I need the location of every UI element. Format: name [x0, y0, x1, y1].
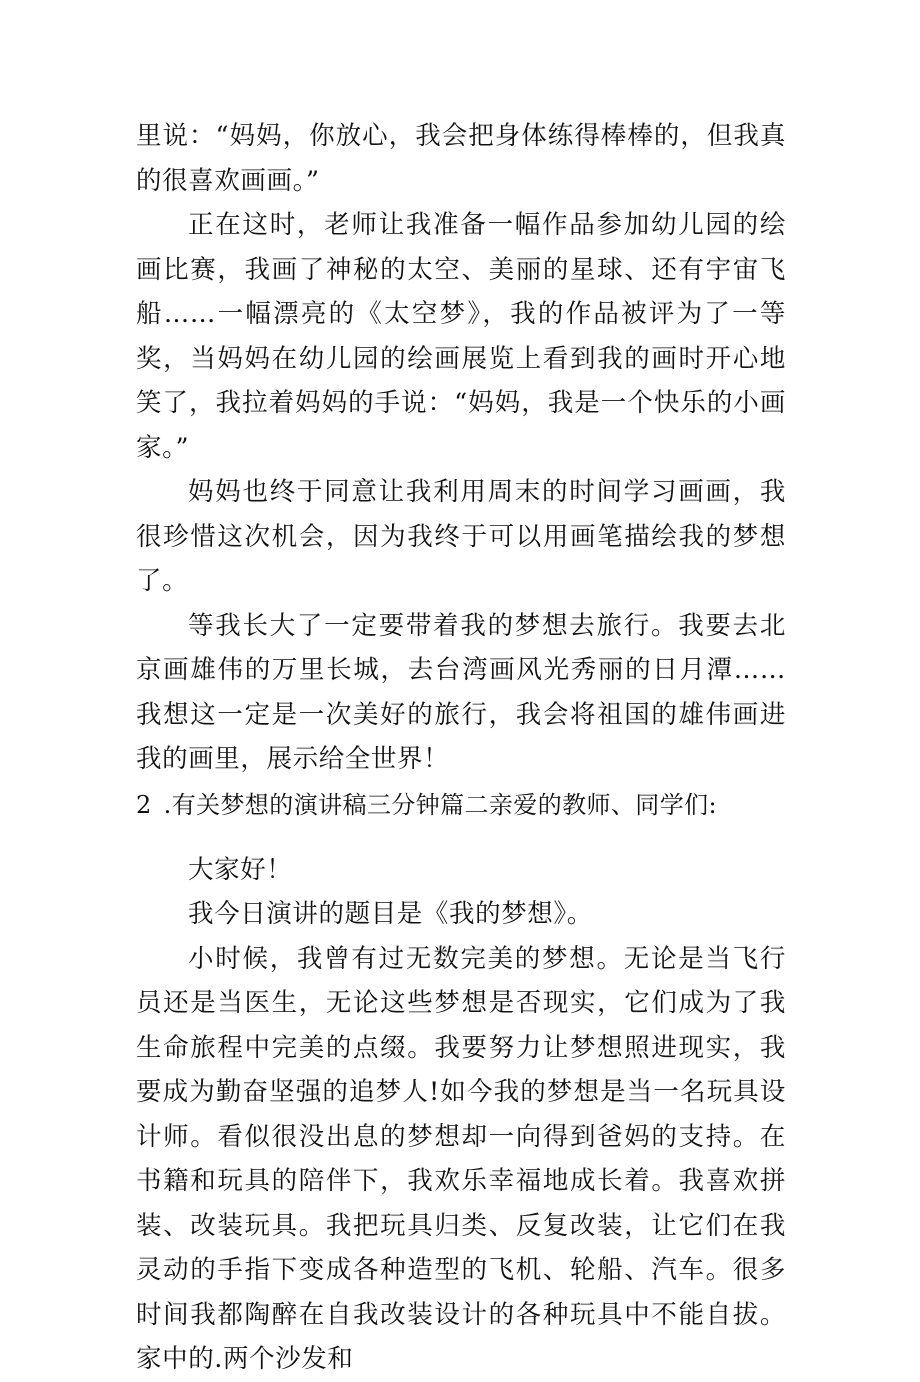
section-heading — [136, 783, 786, 827]
paragraph-mother-agrees: 妈妈也终于同意让我利用周末的时间学习画画，我很珍惜这次机会，因为我终于可以用画笔描绘我的梦想了。 — [136, 477, 786, 596]
section-number: 2 — [136, 790, 152, 819]
document-body — [136, 114, 786, 1382]
speech-greeting: 大家好！ — [188, 854, 293, 885]
paragraph-intro-quote: 里说：“妈妈，你放心，我会把身体练得棒棒的，但我真的很喜欢画画。” — [136, 121, 786, 196]
section-title: .有关梦想的演讲稿三分钟篇二亲爱的教师、同学们: — [163, 790, 717, 819]
paragraph-drawing-contest: 正在这时，老师让我准备一幅作品参加幼儿园的绘画比赛，我画了神秘的太空、美丽的星球、还有宇宙飞船……一幅漂亮的《太空梦》，我的作品被评为了一等奖，当妈妈在幼儿园的绘画展览上看到我的画时开心地笑了，我拉着妈妈的手说：“妈妈，我是一个快乐的小画家。” — [136, 210, 786, 463]
paragraph-travel-dream: 等我长大了一定要带着我的梦想去旅行。我要去北京画雄伟的万里长城，去台湾画风光秀丽的日月潭……我想这一定是一次美好的旅行，我会将祖国的雄伟画进我的画里，展示给全世界！ — [136, 610, 786, 774]
paragraph-childhood-dreams: 小时候，我曾有过无数完美的梦想。无论是当飞行员还是当医生，无论这些梦想是否现实，它们成为了我生命旅程中完美的点缀。我要努力让梦想照进现实，我要成为勤奋坚强的追梦人!如今我的梦想是当一名玩具设计师。看似很没出息的梦想却一向得到爸妈的支持。在书籍和玩具的陪伴下，我欢乐幸福地成长着。我喜欢拼装、改装玩具。我把玩具归类、反复改装，让它们在我灵动的手指下变成各种造型的飞机、轮船、汽车。很多时间我都陶醉在自我改装设计的各种玩具中不能自拔。家中的.两个沙发和 — [136, 943, 786, 1374]
speech-topic-line: 我今日演讲的题目是《我的梦想》。 — [188, 899, 593, 929]
